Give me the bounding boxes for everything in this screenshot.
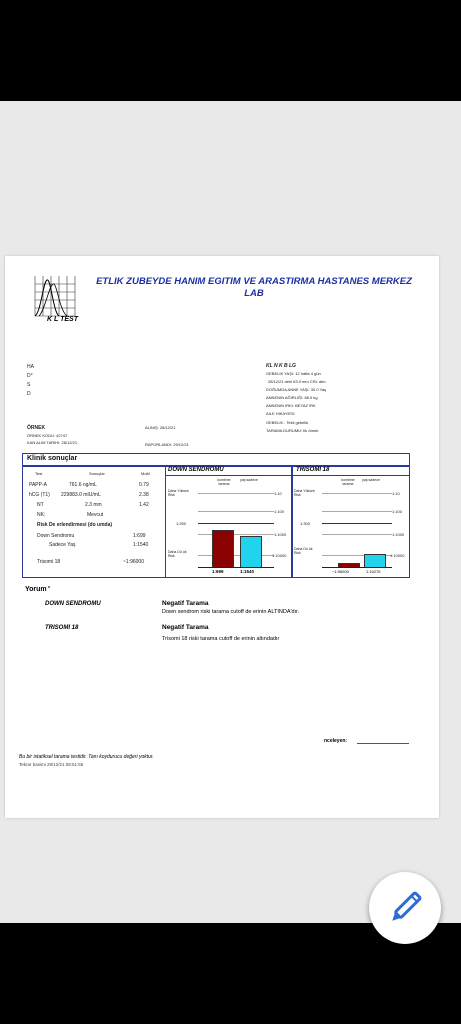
down-tick: 1:10000 (272, 553, 287, 558)
yorum-title: Yorum * (25, 586, 50, 593)
disclaimer: Bu bir istatiksel tarama testidir. Tanı koydurucu değeri yoktur. (19, 754, 154, 760)
label-s: S (27, 382, 31, 388)
down-tick: 1:1000 (274, 532, 287, 537)
row-sonuc: 229883.0 mIU/mL (61, 492, 101, 498)
pencil-icon (369, 872, 441, 944)
logo-graphic (31, 272, 79, 320)
down-tick: 1:100 (274, 509, 285, 514)
anne-agirligi: ANNENIN AĞIRLIĞI: 68.0 kg (266, 395, 318, 400)
logo-text: K L TEST (47, 316, 78, 323)
crl: 28/12/21 deki 63.0 mm CRL den. (268, 379, 327, 384)
report-page (5, 256, 439, 818)
yorum-detail: Trisomi 18 riski tarama cutoff de erinin altındadır (162, 636, 280, 642)
risk-value: 1:699 (133, 533, 146, 539)
risk-value: 1:1540 (133, 542, 149, 548)
label-d: D° (27, 373, 33, 379)
ornek-kodu: ÖRNEK KODU: 42747 (27, 433, 68, 438)
gebelik-yasi: GEBELIK YAŞI: 12 hafta 4 gün (266, 371, 321, 376)
t18-legend-risk: kombine tarama (341, 478, 355, 486)
down-label-high: Daha Yüksek Risk (168, 489, 189, 497)
t18-tick: 1:1000 (392, 532, 405, 537)
down-bar-label: 1:699 (212, 569, 224, 574)
col-mom: MoM (141, 471, 150, 476)
hospital-name: ETLIK ZUBEYDE HANIM EGITIM VE ARASTIRMA HASTANES MERKEZ (96, 276, 412, 287)
yorum-name: TRISOMI 18 (45, 625, 79, 631)
row-test: hCG (T1) (29, 492, 50, 498)
t18-label-high: Daha Yüksek Risk (294, 489, 315, 497)
tarama-durumu: TARAMA DURUMU: Ilk örnek (266, 428, 319, 433)
yorum-detail: Down sendrom riski tarama cutoff de erinin ALTINDA'dır. (162, 609, 300, 615)
row-test: NT (37, 502, 44, 508)
logo (31, 272, 79, 328)
row-mom: 0.79 (139, 482, 149, 488)
t18-bar-label: 1:15275 (366, 569, 381, 574)
patient-code: KL N K B LG (266, 363, 296, 369)
t18-age-bar (364, 554, 386, 568)
t18-legend-age: yaş sadece (362, 478, 380, 482)
kan-alim-tarihi: KAN ALIM TARIHI: 28/12/21 (27, 440, 78, 445)
label-ha: HA (27, 364, 34, 370)
anne-irki: ANNENIN IRKI: BEYAZ IRK (266, 403, 316, 408)
signature-line (357, 743, 409, 744)
down-legend-age: yaş sadece (240, 478, 258, 482)
t18-tick: 1:300 (300, 521, 311, 526)
alinis-tarihi: ALINIŞ: 28/12/21 (145, 425, 176, 430)
t18-tick: 1:100 (392, 509, 403, 514)
down-tick: 1:10 (274, 491, 282, 496)
row-sonuc: 761.6 ng/mL (69, 482, 97, 488)
down-bar-label: 1:1540 (240, 569, 255, 574)
yorum-title-text: Yorum (25, 586, 47, 593)
down-tick: 1:250 (176, 521, 187, 526)
row-mom: 2.38 (139, 492, 149, 498)
col-test: Test (35, 471, 43, 476)
row-sonuc: Mevcut (87, 512, 104, 518)
down-label-low: Daha Dü ük Risk (168, 550, 187, 558)
t18-title: TRISOMI 18 (296, 467, 330, 473)
aile-hikayesi: AILE HIKAYESI: (266, 411, 296, 416)
yorum-name: DOWN SENDROMU (45, 601, 101, 607)
dogumda-anne-yasi: DOĞUMDA ANNE YAŞI: 30.0 Yaş (266, 387, 327, 392)
risk-name: Sadece Yaş (49, 542, 76, 548)
t18-panel (291, 465, 410, 578)
row-mom: 1.42 (139, 502, 149, 508)
down-risk-bar (212, 530, 234, 568)
yorum-result: Negatif Tarama (162, 624, 209, 631)
ornek-label: ÖRNEK (27, 425, 46, 431)
hospital-name-line2: LAB (244, 288, 264, 299)
t18-tick: 1:10 (392, 491, 400, 496)
t18-bar-label: ~1:96000 (332, 569, 349, 574)
t18-label-low: Daha Dü ük Risk (294, 547, 313, 555)
klinik-title: Klinik sonuçlar (27, 455, 78, 462)
edit-button[interactable] (369, 872, 441, 944)
yorum-result: Negatif Tarama (162, 600, 209, 607)
row-test: PAPP-A (29, 482, 47, 488)
top-black-bar (0, 0, 461, 101)
raporlandi-tarihi: RAPORLANDI: 29/12/21 (145, 442, 189, 447)
t18-tick: 1:10000 (390, 553, 405, 558)
col-sonuc: Sonuçlar (89, 471, 105, 476)
down-panel (165, 465, 293, 578)
row-test: NK: (37, 512, 46, 518)
row-sonuc: 2.3 mm (85, 502, 102, 508)
label-d2: D (27, 391, 31, 397)
gebelik: GEBELIK : Tekil gebelik (266, 420, 309, 425)
risk-value: ~1:96000 (123, 559, 144, 565)
risk-name: Down Sendromu (37, 533, 75, 539)
tekrar-basim: Tekrar basimi 29/12/21 08:51:55 (19, 762, 84, 767)
risk-title: Risk De erlendirmesi (do umda) (37, 522, 113, 528)
down-legend-risk: kombine tarama (217, 478, 231, 486)
down-age-bar (240, 536, 262, 568)
risk-name: Trisomi 18 (37, 559, 61, 565)
down-title: DOWN SENDROMU (168, 467, 224, 473)
inceleyen-label: nceleyen: (324, 738, 348, 744)
